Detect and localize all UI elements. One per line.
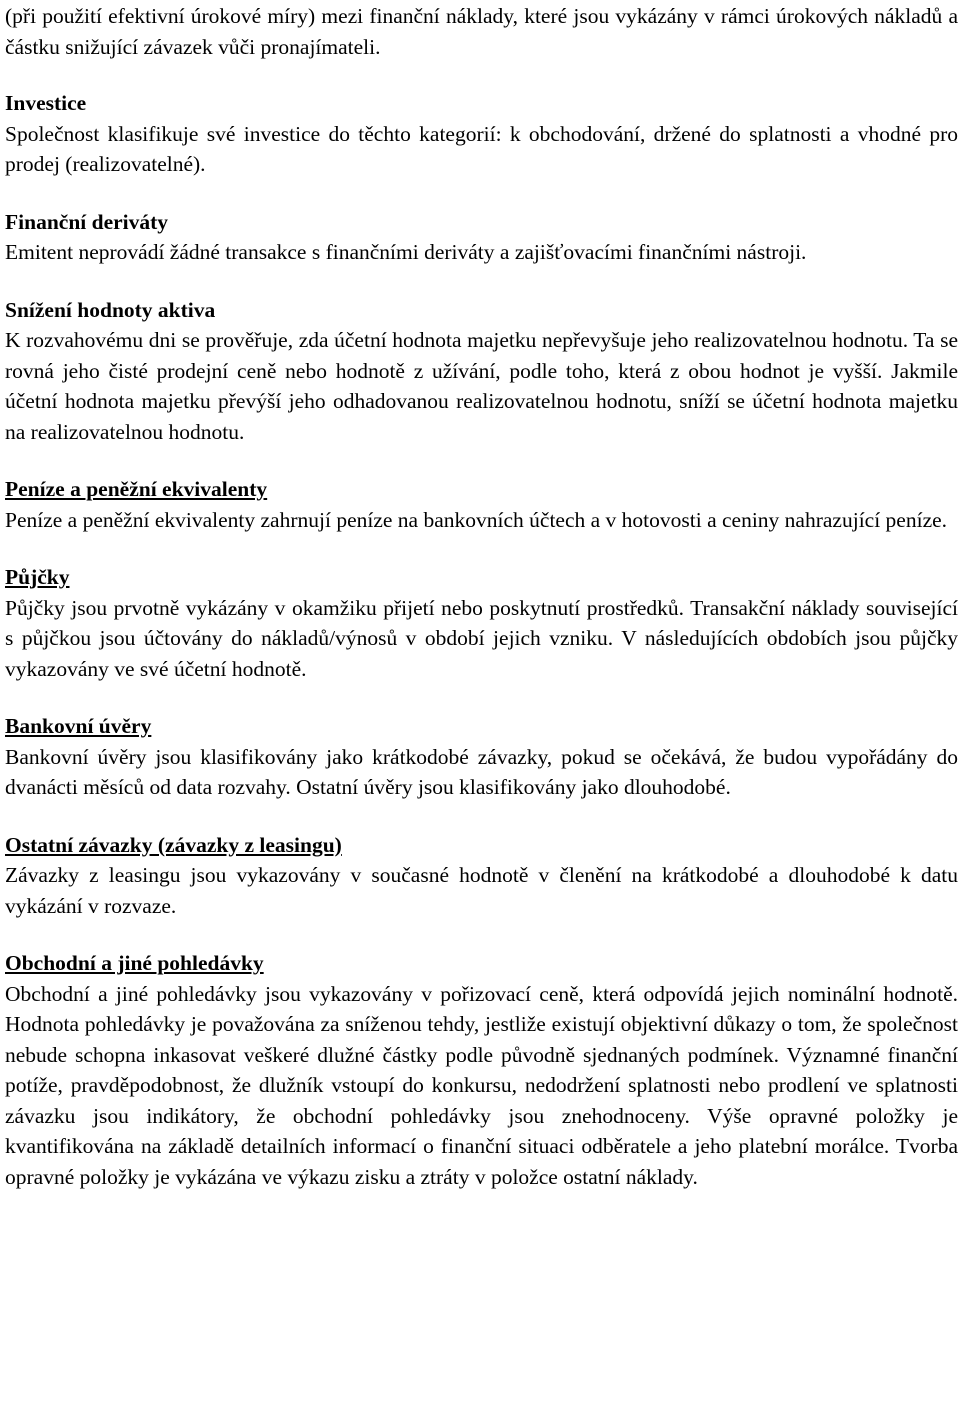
section-paragraph: Bankovní úvěry jsou klasifikovány jako krátkodobé závazky, pokud se očekává, že budou vypořádány do dvanácti měsíců od data rozvahy. Ostatní úvěry jsou klasifikovány jako dlouhodobé.: [5, 744, 958, 799]
section-heading: Finanční deriváty: [5, 209, 169, 234]
section-pujcky: [5, 562, 958, 684]
section-bankovni-uvery: [5, 711, 958, 803]
section-paragraph: Obchodní a jiné pohledávky jsou vykazovány v pořizovací ceně, která odpovídá jejich nominální hodnotě. Hodnota pohledávky je považována za sníženou tehdy, jestliže existují objektivní důkazy o tom, že společnost nebude schopna inkasovat veškeré dlužné částky podle původně sjednaných podmínek. Významné finanční potíže, pravděpodobnost, že dlužník vstoupí do konkursu, nedodržení splatnosti nebo prodlení ve splatnosti závazku jsou indikátory, že obchodní pohledávky jsou znehodnoceny. Výše opravné položky je kvantifikována na základě detailních informací o finanční situaci odběratele a jeho platební morálce. Tvorba opravné položky je vykázána ve výkazu zisku a ztráty v položce ostatní náklady.: [5, 981, 958, 1189]
section-heading: Ostatní závazky (závazky z leasingu): [5, 832, 342, 857]
section-paragraph: Peníze a peněžní ekvivalenty zahrnují peníze na bankovních účtech a v hotovosti a ceniny nahrazující peníze.: [5, 507, 948, 532]
section-heading: Investice: [5, 91, 87, 115]
section-paragraph: Společnost klasifikuje své investice do těchto kategorií: k obchodování, držené do splatnosti a vhodné pro prodej (realizovatelné).: [5, 121, 958, 176]
section-ostatni-zavazky: [5, 830, 958, 922]
section-heading: Snížení hodnoty aktiva: [5, 297, 216, 322]
section-paragraph: K rozvahovému dni se prověřuje, zda účetní hodnota majetku nepřevyšuje jeho realizovatelnou hodnotu. Ta se rovná jeho čisté prodejní ceně nebo hodnotě z užívání, podle toho, která z obou hodnot je vyšší. Jakmile účetní hodnota majetku převýší jeho odhadovanou realizovatelnou hodnotu, sníží se účetní hodnota majetku na realizovatelnou hodnotu.: [5, 328, 958, 444]
section-financni-derivaty: [5, 207, 958, 268]
section-investice: [5, 88, 958, 180]
section-snizeni-hodnoty-aktiva: [5, 295, 958, 448]
section-paragraph: Půjčky jsou prvotně vykázány v okamžiku přijetí nebo poskytnutí prostředků. Transakční náklady související s půjčkou jsou účtovány do nákladů/výnosů v období jejich vzniku. V následujících obdobích jsou půjčky vykazovány ve své účetní hodnotě.: [5, 595, 958, 681]
section-paragraph: Závazky z leasingu jsou vykazovány v současné hodnotě v členění na krátkodobé a dlouhodobé k datu vykázání v rozvaze.: [5, 863, 958, 918]
document-page: [0, 1, 960, 1402]
section-obchodni-pohledavky: [5, 948, 958, 1192]
section-heading: Obchodní a jiné pohledávky: [5, 951, 264, 975]
section-paragraph: Emitent neprovádí žádné transakce s finančními deriváty a zajišťovacími finančními nástroji.: [5, 240, 807, 264]
section-heading: Půjčky: [5, 565, 70, 589]
intro-paragraph: (při použití efektivní úrokové míry) mezi finanční náklady, které jsou vykázány v rámci úrokových nákladů a částku snižující závazek vůči pronajímateli.: [5, 4, 958, 59]
intro-block: [5, 1, 958, 62]
section-heading: Peníze a peněžní ekvivalenty: [5, 477, 268, 501]
section-penize: [5, 474, 958, 535]
section-heading: Bankovní úvěry: [5, 714, 152, 738]
